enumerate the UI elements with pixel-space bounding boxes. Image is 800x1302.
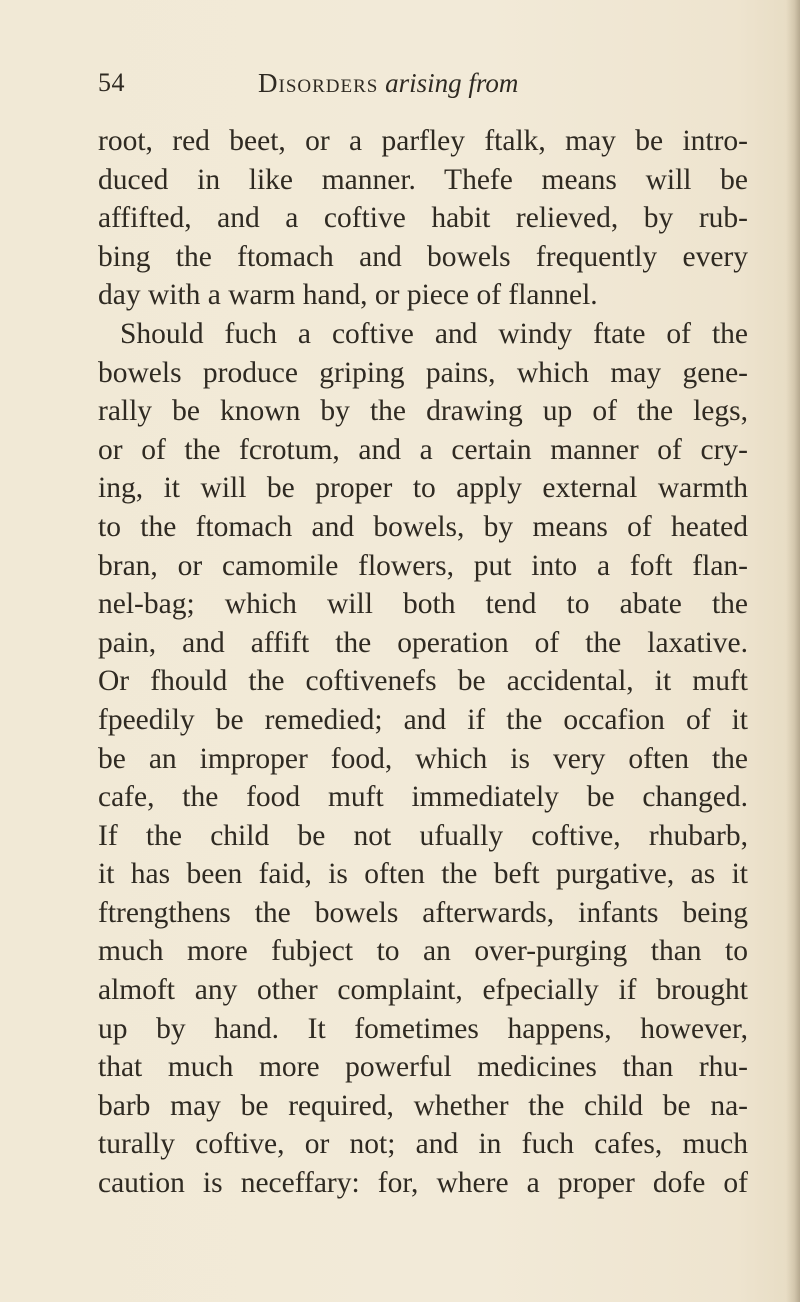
- text-line: nel-bag; which will both tend to abate the: [98, 588, 748, 621]
- running-title: [258, 68, 518, 99]
- text-line: Should fuch a coftive and windy ftate of the: [120, 317, 748, 350]
- running-title-smallcaps: Disorders: [258, 68, 379, 98]
- text-line: bowels produce griping pains, which may gene-: [98, 356, 748, 389]
- text-line: fpeedily be remedied; and if the occafion of it: [98, 703, 748, 736]
- body-text: [98, 122, 748, 1203]
- text-line: ing, it will be proper to apply external warmth: [98, 472, 748, 505]
- text-line: to the ftomach and bowels, by means of heated: [98, 510, 748, 543]
- text-line: duced in like manner. Thefe means will be: [98, 163, 748, 196]
- running-head: [98, 68, 718, 108]
- page-number: 54: [98, 68, 125, 97]
- text-line: If the child be not ufually coftive, rhubarb,: [98, 819, 748, 852]
- text-line: ftrengthens the bowels afterwards, infants being: [98, 896, 748, 929]
- text-line: day with a warm hand, or piece of flannel.: [98, 279, 598, 312]
- text-line: barb may be required, whether the child be na-: [98, 1089, 748, 1122]
- text-line: caution is neceffary: for, where a proper dofe of: [98, 1167, 748, 1200]
- text-line: almoft any other complaint, efpecially if brought: [98, 974, 748, 1007]
- text-line: up by hand. It fometimes happens, however,: [98, 1012, 748, 1045]
- text-line: much more fubject to an over-purging than to: [98, 935, 748, 968]
- text-line: or of the fcrotum, and a certain manner of cry-: [98, 433, 748, 466]
- text-line: it has been faid, is often the beft purgative, as it: [98, 858, 748, 891]
- text-line: bran, or camomile flowers, put into a foft flan-: [98, 549, 748, 582]
- text-line: Or fhould the coftivenefs be accidental, it muft: [98, 665, 748, 698]
- text-line: rally be known by the drawing up of the legs,: [98, 395, 748, 428]
- running-title-italic: arising from: [385, 68, 519, 98]
- text-line: root, red beet, or a parfley ftalk, may be intro-: [98, 125, 748, 157]
- text-line: be an improper food, which is very often the: [98, 742, 748, 775]
- text-line: turally coftive, or not; and in fuch cafes, much: [98, 1128, 748, 1161]
- text-line: pain, and affift the operation of the laxative.: [98, 626, 748, 659]
- text-line: cafe, the food muft immediately be changed.: [98, 781, 748, 814]
- page-edge-shadow: [786, 0, 800, 1302]
- text-line: bing the ftomach and bowels frequently every: [98, 240, 748, 273]
- text-line: that much more powerful medicines than rhu-: [98, 1051, 748, 1084]
- text-line: affifted, and a coftive habit relieved, by rub-: [98, 202, 748, 235]
